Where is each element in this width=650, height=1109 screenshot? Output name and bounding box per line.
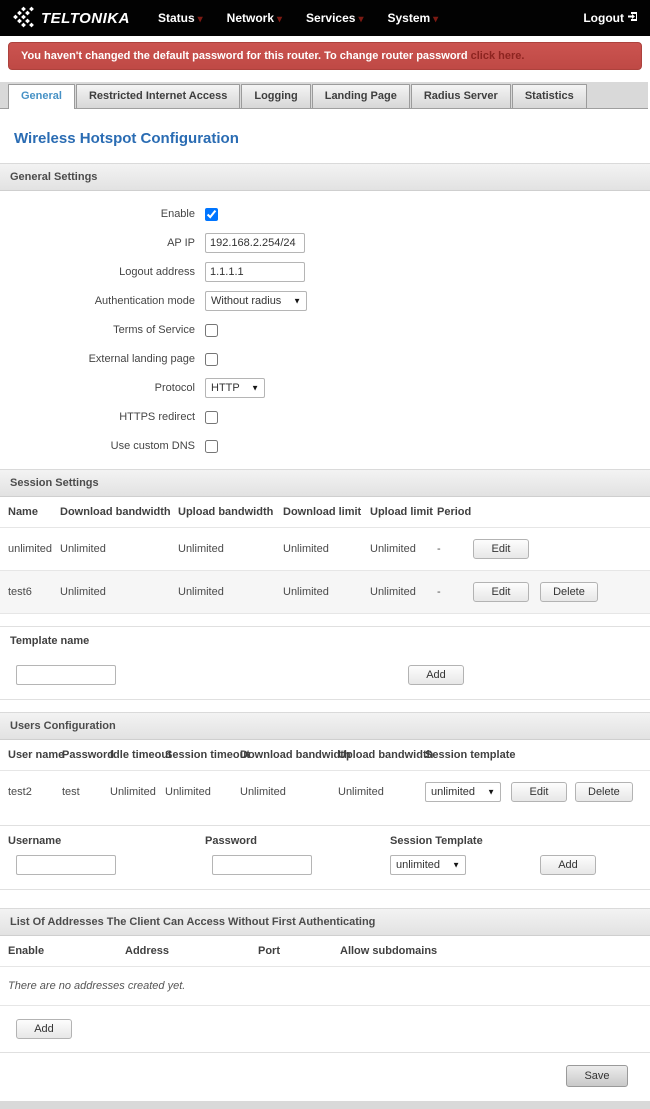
form-row-terms-of-service [0,316,650,344]
chevron-down-icon: ▾ [358,14,364,25]
logout-button[interactable]: Logout [583,11,638,25]
use-custom-dns-label: Use custom DNS [110,440,195,452]
column-header-address: Address [125,945,170,957]
cell-name: unlimited [8,543,53,555]
new-username-input[interactable] [16,855,116,875]
general-settings-form [0,191,650,469]
authentication-mode-label: Authentication mode [94,295,195,307]
cell-upload-limit: Unlimited [370,586,416,598]
cell-download-bandwidth: Unlimited [240,786,286,798]
cell-download-limit: Unlimited [283,586,329,598]
column-header-upload-limit: Upload limit [370,506,433,518]
select-caret-icon: ▼ [293,296,301,306]
chevron-down-icon: ▾ [433,14,439,25]
form-row-authentication-mode [0,287,650,315]
new-password-input[interactable] [212,855,312,875]
cell-period: - [437,543,441,555]
form-row-https-redirect [0,403,650,431]
authentication-mode-select[interactable] [205,291,307,311]
column-header-download-limit: Download limit [283,506,362,518]
add-user-input-row [0,855,650,875]
cell-name: test6 [8,586,32,598]
tab-statistics[interactable]: Statistics [512,84,587,108]
protocol-select[interactable] [205,378,265,398]
form-row-external-landing-page [0,345,650,373]
ap-ip-label: AP IP [167,237,195,249]
nav-menu-system[interactable]: System ▾ [387,11,439,25]
table-row [0,571,650,614]
change-password-link[interactable]: click here. [470,50,525,62]
enable-checkbox[interactable] [205,208,218,221]
https-redirect-label: HTTPS redirect [119,411,195,423]
template-name-input[interactable] [16,665,116,685]
cell-session-timeout: Unlimited [165,786,211,798]
password-warning-banner [8,42,642,70]
cell-download-bandwidth: Unlimited [60,586,106,598]
table-row [0,771,650,814]
password-warning-text: You haven't changed the default password for this router. To change router password [21,50,468,62]
section-header-session-settings: Session Settings [0,469,650,497]
section-header-users-configuration: Users Configuration [0,712,650,740]
tab-general[interactable]: General [8,84,75,109]
cell-download-bandwidth: Unlimited [60,543,106,555]
form-row-protocol [0,374,650,402]
session-templates-table [0,497,650,614]
external-landing-page-label: External landing page [88,353,195,365]
column-header-download-bandwidth: Download bandwidth [60,506,171,518]
column-header-upload-bandwidth: Upload bandwidth [338,749,434,761]
empty-addresses-message: There are no addresses created yet. [0,967,650,1006]
session-template-column-label: Session Template [390,835,483,847]
chevron-down-icon: ▾ [197,14,203,25]
form-row-enable [0,200,650,228]
edit-button[interactable]: Edit [511,782,567,802]
use-custom-dns-checkbox[interactable] [205,440,218,453]
username-column-label: Username [8,835,62,847]
nav-menu-status[interactable]: Status ▾ [157,11,203,25]
tab-landing-page[interactable]: Landing Page [312,84,410,108]
add-template-button[interactable]: Add [408,665,464,685]
footer-bar [0,1052,650,1101]
user-session-template-select[interactable] [425,782,501,802]
users-table [0,740,650,813]
users-table-header-row [0,740,650,771]
delete-button[interactable]: Delete [540,582,598,602]
https-redirect-checkbox[interactable] [205,411,218,424]
edit-button[interactable]: Edit [473,582,529,602]
page-title: Wireless Hotspot Configuration [14,130,239,147]
nav-menu-network[interactable]: Network ▾ [226,11,283,25]
save-button[interactable]: Save [566,1065,628,1087]
cell-upload-limit: Unlimited [370,543,416,555]
protocol-label: Protocol [154,382,195,394]
form-row-ap-ip [0,229,650,257]
chevron-down-icon: ▾ [277,14,283,25]
form-row-logout-address [0,258,650,286]
column-header-user-name: User name [8,749,65,761]
teltonika-logo-icon [12,6,36,31]
cell-idle-timeout: Unlimited [110,786,156,798]
tab-bar [0,82,648,109]
cell-upload-bandwidth: Unlimited [178,586,224,598]
cell-upload-bandwidth: Unlimited [338,786,384,798]
nav-menu-services[interactable]: Services ▾ [306,11,364,25]
walled-garden-table [0,936,650,967]
add-user-block [0,825,650,890]
column-header-allow-subdomains: Allow subdomains [340,945,438,957]
logout-icon [627,11,638,25]
brand-logo[interactable] [12,6,130,31]
select-caret-icon: ▼ [452,860,460,870]
column-header-period: Period [437,506,472,518]
delete-button[interactable]: Delete [575,782,633,802]
add-user-header-row [0,826,650,855]
tab-logging[interactable]: Logging [241,84,310,108]
add-template-row [0,655,650,699]
bottom-strip [0,1101,650,1109]
new-user-session-template-select[interactable] [390,855,466,875]
select-caret-icon: ▼ [251,383,259,393]
terms-of-service-checkbox[interactable] [205,324,218,337]
cell-download-limit: Unlimited [283,543,329,555]
add-address-button[interactable]: Add [16,1019,72,1039]
logout-address-input[interactable] [205,262,305,282]
cell-upload-bandwidth: Unlimited [178,543,224,555]
table-row [0,528,650,571]
top-navbar [0,0,650,36]
brand-name: TELTONIKA [41,9,130,27]
external-landing-page-checkbox[interactable] [205,353,218,366]
walled-garden-add-row [0,1006,650,1052]
logout-address-label: Logout address [119,266,195,278]
section-header-walled-garden: List Of Addresses The Client Can Access Without First Authenticating [0,908,650,936]
column-header-password: Password [62,749,114,761]
ap-ip-input[interactable] [205,233,305,253]
column-header-session-timeout: Session timeout [165,749,250,761]
column-header-idle-timeout: Idle timeout [110,749,172,761]
session-table-header-row [0,497,650,528]
column-header-upload-bandwidth: Upload bandwidth [178,506,274,518]
section-header-general-settings: General Settings [0,163,650,191]
tab-restricted-internet-access[interactable]: Restricted Internet Access [76,84,240,108]
column-header-name: Name [8,506,38,518]
select-caret-icon: ▼ [487,787,495,797]
column-header-port: Port [258,945,280,957]
cell-user-name: test2 [8,786,32,798]
enable-label: Enable [160,208,195,220]
edit-button[interactable]: Edit [473,539,529,559]
tab-radius-server[interactable]: Radius Server [411,84,511,108]
cell-period: - [437,586,441,598]
main-menu [158,11,583,25]
column-header-download-bandwidth: Download bandwidth [240,749,351,761]
template-name-header: Template name [0,626,650,655]
password-column-label: Password [205,835,257,847]
add-user-button[interactable]: Add [540,855,596,875]
terms-of-service-label: Terms of Service [113,324,195,336]
walled-garden-header-row [0,936,650,967]
form-row-use-custom-dns [0,432,650,460]
column-header-enable: Enable [8,945,45,957]
cell-password: test [62,786,80,798]
column-header-session-template: Session template [425,749,516,761]
